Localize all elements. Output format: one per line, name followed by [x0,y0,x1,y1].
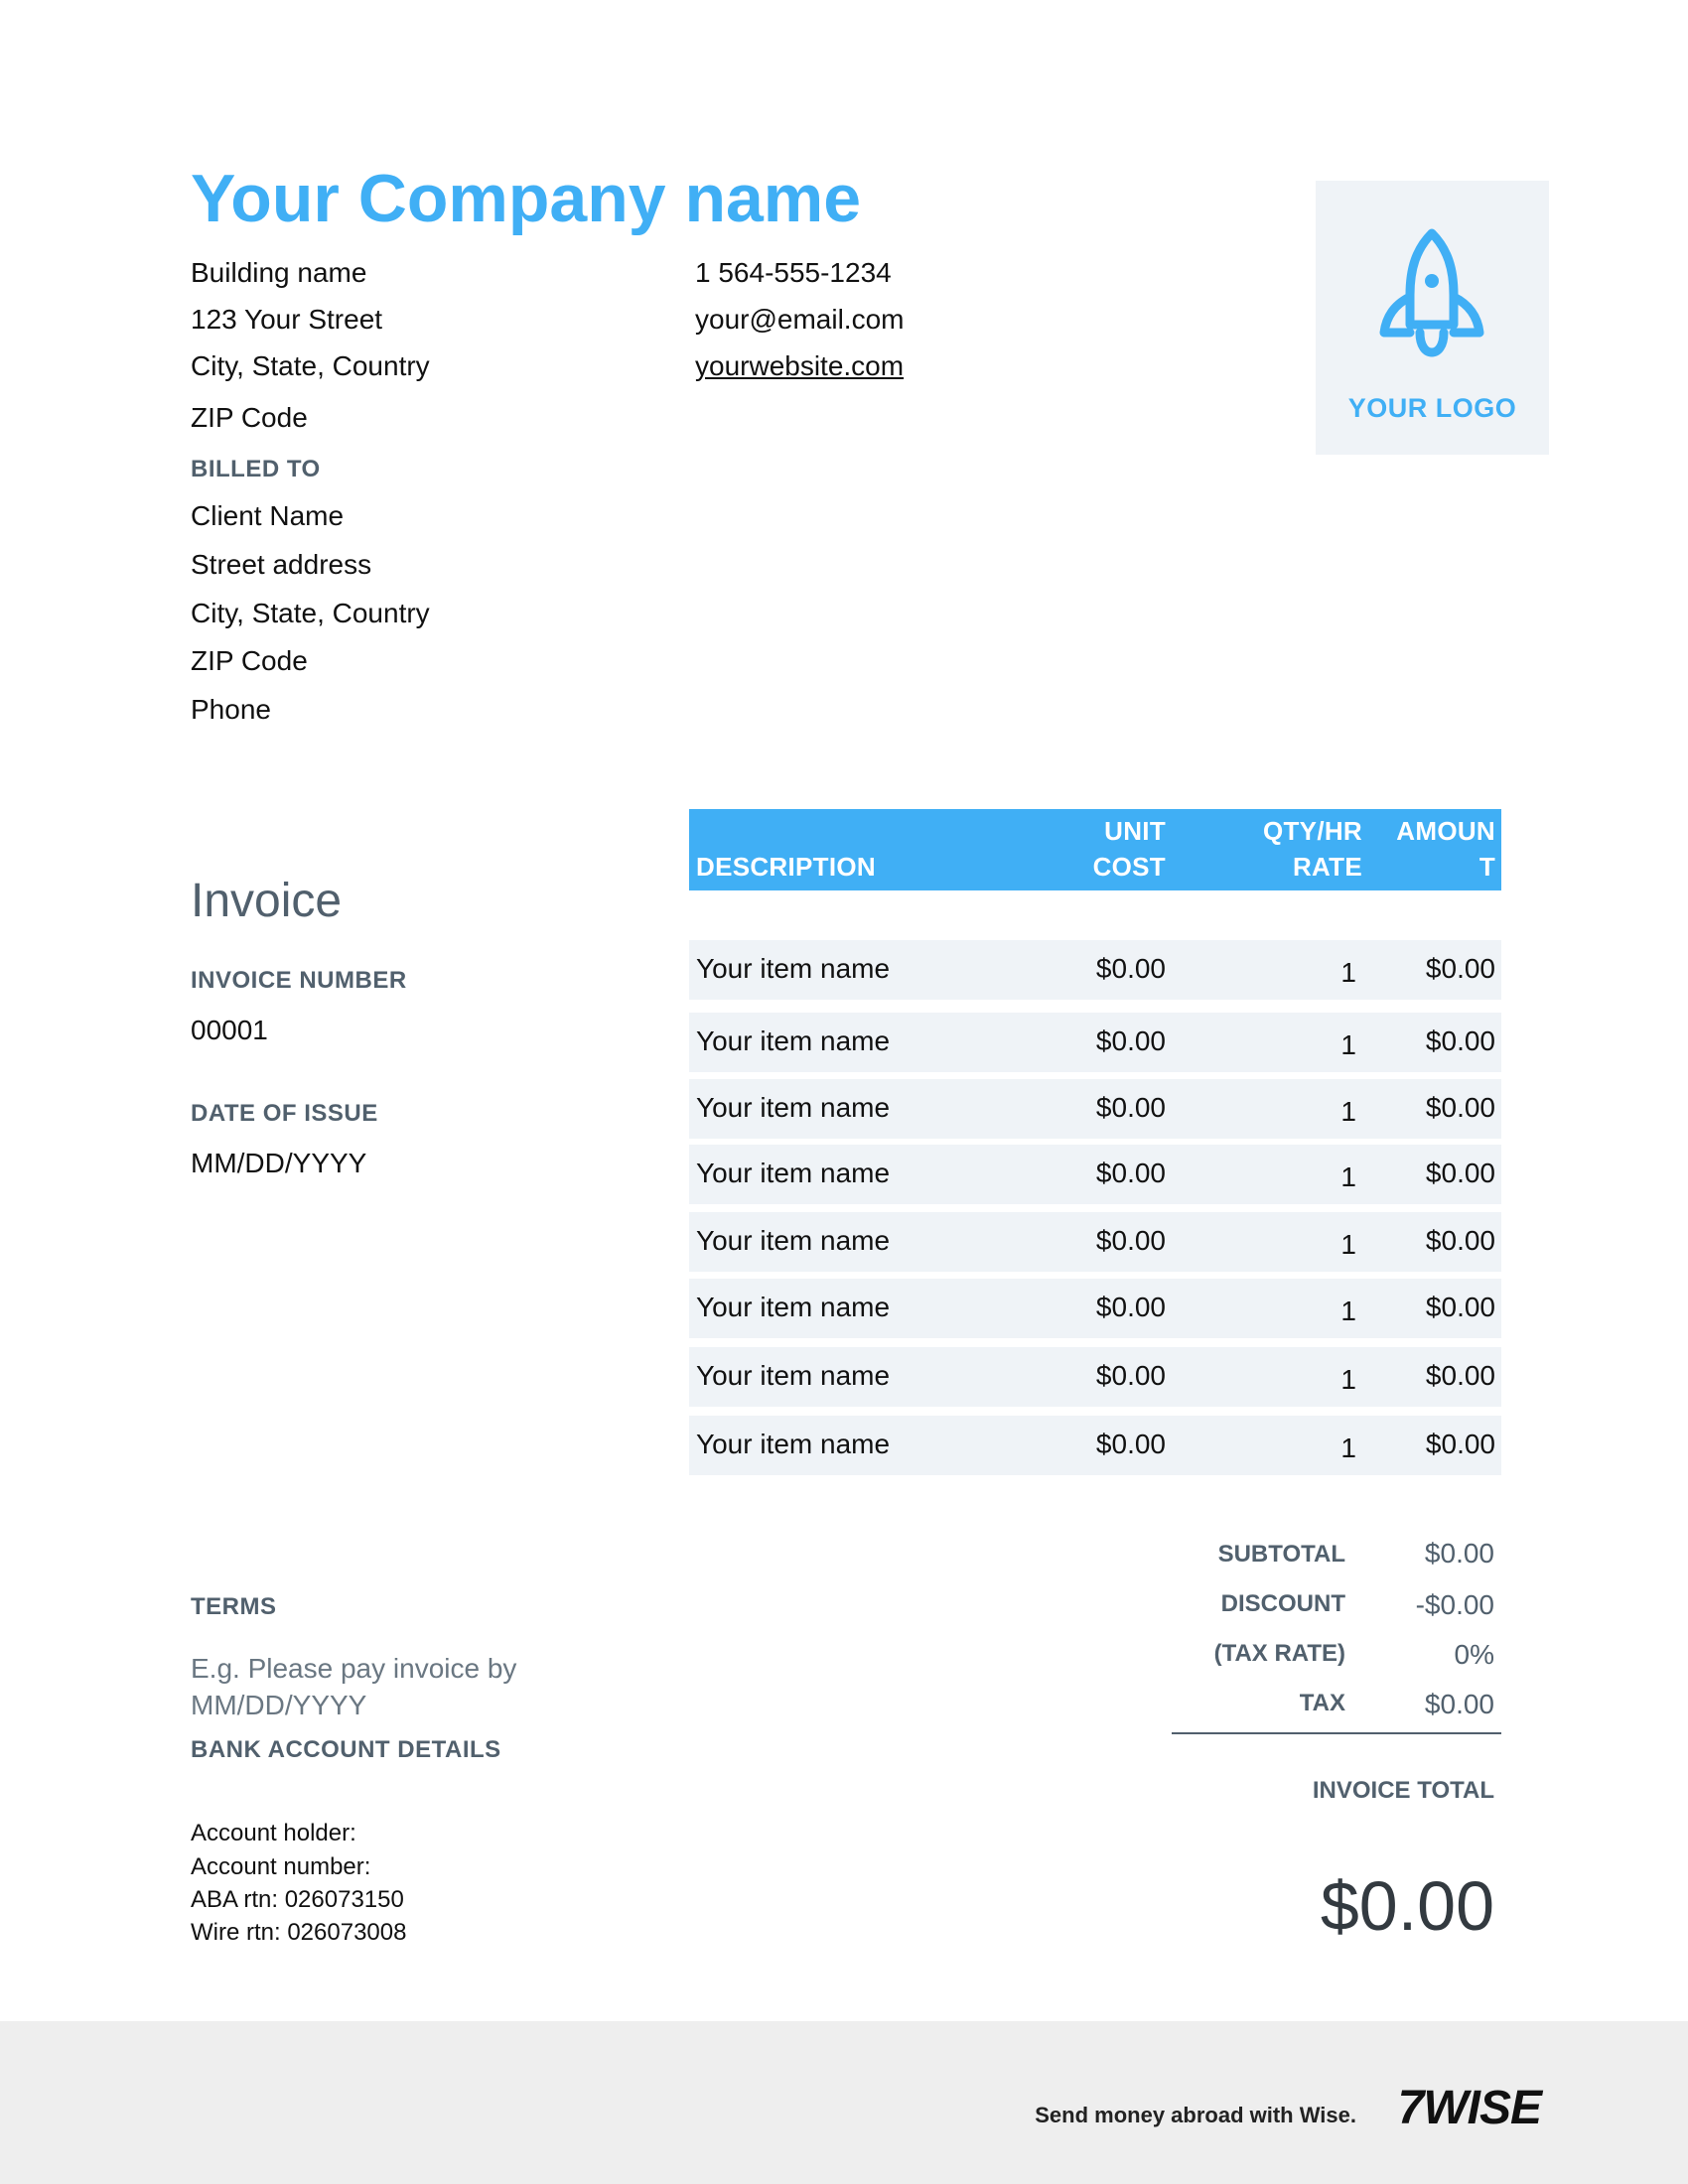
wise-logo: 7WISE [1397,2082,1541,2134]
discount-value: -$0.00 [1415,1589,1494,1620]
item-amount: $0.00 [1425,1360,1495,1391]
invoice-total-label: INVOICE TOTAL [1312,1777,1494,1804]
item-amount: $0.00 [1425,1429,1495,1459]
tax-value: $0.00 [1424,1689,1494,1719]
item-unit-cost: $0.00 [1095,1092,1166,1123]
item-name: Your item name [696,1429,891,1459]
header-amount-line1: AMOUN [1396,816,1495,846]
item-qty: 1 [1340,1029,1356,1060]
logo-placeholder [1316,181,1549,455]
client-line: City, State, Country [191,598,430,628]
client-line: Client Name [191,500,345,531]
tax-label: TAX [1299,1690,1345,1716]
header-amount [1378,813,1495,885]
item-unit-cost: $0.00 [1095,1225,1166,1256]
rocket-icon [1372,225,1491,364]
item-amount: $0.00 [1425,953,1495,984]
table-row [689,1279,1501,1338]
client-line: ZIP Code [191,645,308,676]
header-amount-line2: T [1478,852,1495,882]
company-address-line: 123 Your Street [191,304,383,335]
header-unit-cost [1027,813,1166,885]
bank-line: ABA rtn: 026073150 [191,1886,404,1913]
item-name: Your item name [696,1092,891,1123]
company-email: your@email.com [695,304,905,335]
table-row [689,1347,1501,1407]
invoice-number-label: INVOICE NUMBER [191,967,407,994]
item-qty: 1 [1340,1161,1356,1192]
company-name: Your Company name [191,161,862,236]
item-unit-cost: $0.00 [1095,1158,1166,1188]
item-qty: 1 [1340,1364,1356,1395]
totals-divider [1172,1732,1501,1734]
company-address-line: Building name [191,257,367,288]
subtotal-value: $0.00 [1424,1538,1494,1569]
item-amount: $0.00 [1425,1158,1495,1188]
item-qty: 1 [1340,1296,1356,1326]
footer-tagline: Send money abroad with Wise. [1035,2103,1356,2127]
company-address-line: City, State, Country [191,350,430,381]
header-qty-rate [1203,813,1362,885]
item-unit-cost: $0.00 [1095,1360,1166,1391]
item-name: Your item name [696,1025,891,1056]
item-amount: $0.00 [1425,1092,1495,1123]
subtotal-label: SUBTOTAL [1217,1541,1345,1568]
header-description: DESCRIPTION [696,852,876,882]
item-amount: $0.00 [1425,1292,1495,1322]
invoice-total-value: $0.00 [1320,1867,1494,1945]
bank-line: Wire rtn: 026073008 [191,1919,407,1946]
bank-line: Account holder: [191,1820,356,1846]
table-row [689,1013,1501,1072]
item-qty: 1 [1340,1229,1356,1260]
invoice-number: 00001 [191,1015,268,1045]
item-amount: $0.00 [1425,1225,1495,1256]
item-name: Your item name [696,1292,891,1322]
client-line: Phone [191,694,271,725]
tax-rate-label: (TAX RATE) [1213,1640,1345,1667]
terms-text: E.g. Please pay invoice by MM/DD/YYYY [191,1653,517,1720]
billed-to-label: BILLED TO [191,456,321,482]
header-qty-line2: RATE [1292,852,1362,882]
date-of-issue: MM/DD/YYYY [191,1148,367,1178]
invoice-heading: Invoice [191,875,343,927]
header-unit-cost-line1: UNIT [1104,816,1166,846]
table-header [689,809,1501,890]
company-website-link[interactable]: yourwebsite.com [695,350,905,381]
company-phone: 1 564-555-1234 [695,257,892,288]
table-row [689,940,1501,1000]
company-address-line: ZIP Code [191,402,308,433]
table-row [689,1416,1501,1475]
item-amount: $0.00 [1425,1025,1495,1056]
client-line: Street address [191,549,372,580]
item-name: Your item name [696,1225,891,1256]
item-name: Your item name [696,1158,891,1188]
item-unit-cost: $0.00 [1095,1429,1166,1459]
table-row [689,1079,1501,1139]
item-unit-cost: $0.00 [1095,1025,1166,1056]
item-qty: 1 [1340,1433,1356,1463]
item-unit-cost: $0.00 [1095,1292,1166,1322]
item-name: Your item name [696,953,891,984]
terms-label: TERMS [191,1593,277,1620]
item-qty: 1 [1340,957,1356,988]
header-qty-line1: QTY/HR [1262,816,1362,846]
logo-text: YOUR LOGO [1347,393,1517,423]
tax-rate-value: 0% [1454,1639,1494,1670]
discount-label: DISCOUNT [1220,1590,1345,1617]
footer-banner [0,2021,1688,2184]
date-of-issue-label: DATE OF ISSUE [191,1100,378,1127]
table-row [689,1212,1501,1272]
bank-line: Account number: [191,1853,371,1880]
item-name: Your item name [696,1360,891,1391]
bank-details-label: BANK ACCOUNT DETAILS [191,1736,501,1763]
item-unit-cost: $0.00 [1095,953,1166,984]
header-unit-cost-line2: COST [1092,852,1166,882]
table-row [689,1145,1501,1204]
item-qty: 1 [1340,1096,1356,1127]
